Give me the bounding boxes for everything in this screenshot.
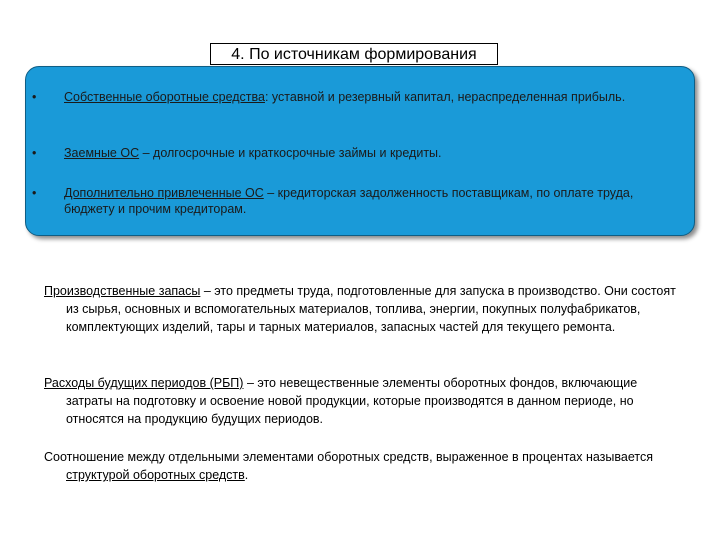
bullet: • xyxy=(32,186,37,200)
item-description: – долгосрочные и краткосрочные займы и кредиты. xyxy=(139,146,442,160)
term-production-stocks: Производственные запасы xyxy=(44,284,201,298)
slide-title: 4. По источникам формирования xyxy=(210,43,498,65)
paragraph-structure xyxy=(44,448,684,484)
paragraph-text: – это предметы труда, подготовленные для запуска в производство. Они состоят из сырья, основных и вспомогательных материалов, топлива, энергии, покупных полуфабрикатов, комплектующих изделий, тары и тарных материалов, запасных частей для текущего ремонта. xyxy=(66,284,676,334)
bullet: • xyxy=(32,146,37,160)
item-description: – кредиторская задолженность поставщикам, по оплате труда, бюджету и прочим кредиторам. xyxy=(64,186,634,216)
term-structure: структурой оборотных средств xyxy=(66,468,245,482)
term-borrowed-capital: Заемные ОС xyxy=(64,146,140,160)
bullet: • xyxy=(32,90,37,104)
term-deferred-expenses: Расходы будущих периодов (РБП) xyxy=(44,376,244,390)
term-own-working-capital: Собственные оборотные средства xyxy=(64,90,265,104)
item-description: : уставной и резервный капитал, нераспределенная прибыль. xyxy=(264,90,626,104)
paragraph-deferred-expenses xyxy=(44,374,684,428)
paragraph-text: Соотношение между отдельными элементами оборотных средств, выраженное в процентах называется xyxy=(44,450,653,464)
paragraph-end: . xyxy=(244,468,249,482)
funding-sources-box xyxy=(25,66,695,236)
paragraph-text: – это невещественные элементы оборотных фондов, включающие затраты на подготовку и освоение новой продукции, которые производятся в данном периоде, но относятся на продукцию будущих периодов. xyxy=(66,376,638,426)
paragraph-production-stocks xyxy=(44,282,684,336)
term-additionally-attracted-capital: Дополнительно привлеченные ОС xyxy=(64,186,264,200)
